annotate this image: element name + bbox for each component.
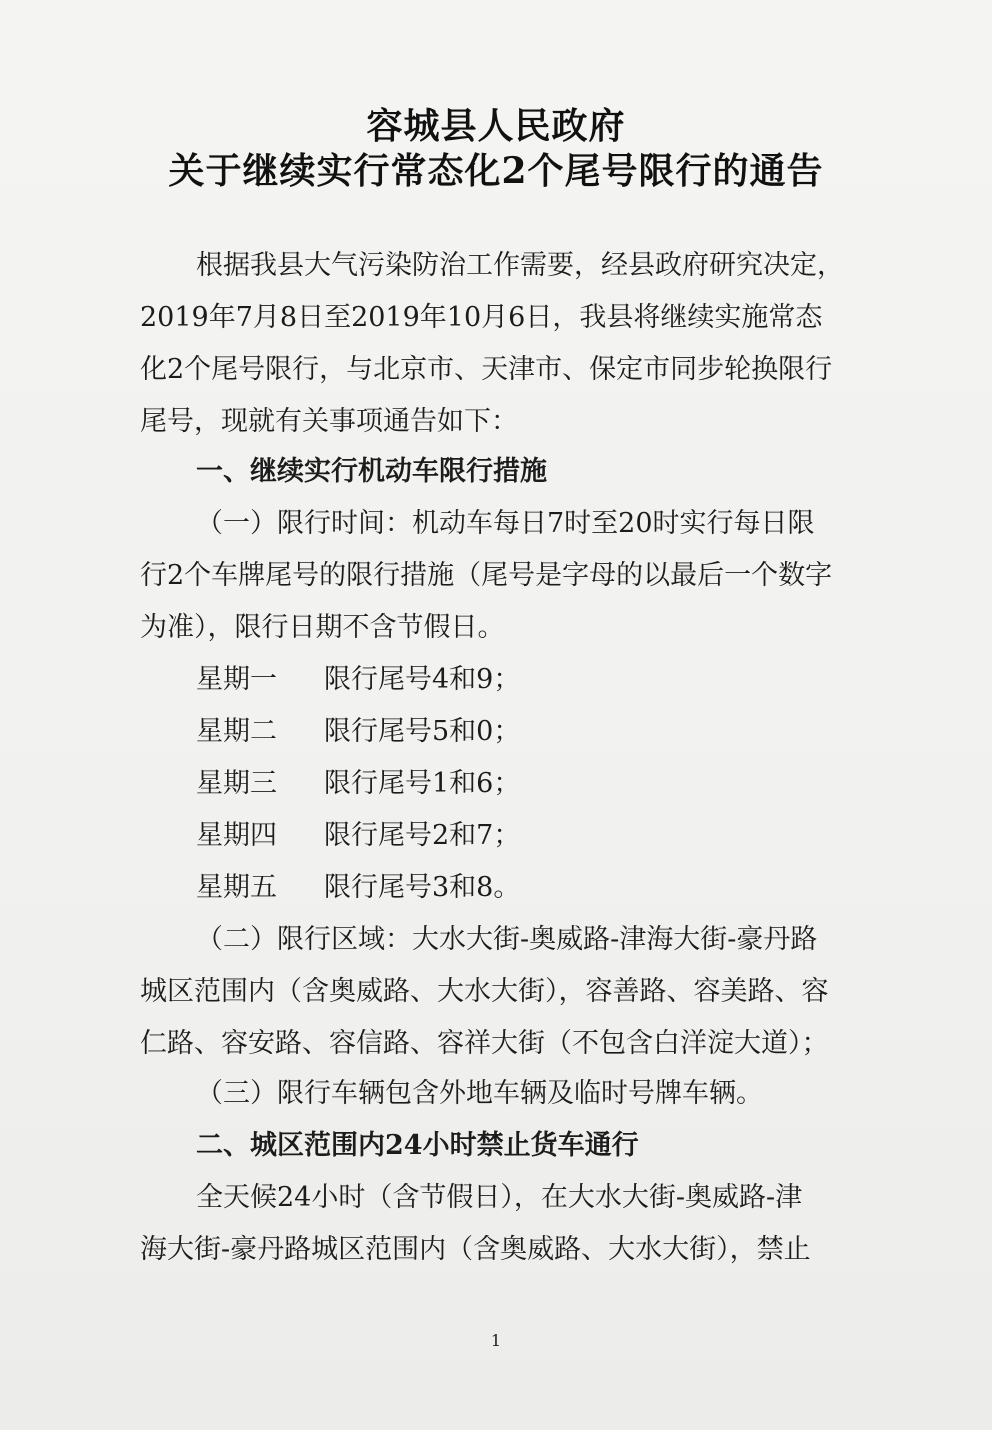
page-number: 1	[490, 1331, 502, 1350]
section2-heading: 二、城区范围内24小时禁止货车通行	[196, 1130, 639, 1161]
schedule-day: 星期三	[196, 768, 277, 799]
document-title-line2: 关于继续实行常态化2个尾号限行的通告	[168, 150, 824, 192]
schedule-rule: 限行尾号3和8。	[324, 872, 521, 903]
section2-line: 全天候24小时（含节假日），在大水大街-奥威路-津	[196, 1182, 803, 1213]
schedule-day: 星期五	[196, 872, 277, 903]
intro-line: 2019年7月8日至2019年10月6日，我县将继续实施常态	[140, 302, 823, 333]
schedule-rule: 限行尾号5和0；	[324, 716, 521, 747]
section1-heading: 一、继续实行机动车限行措施	[196, 456, 547, 487]
intro-line: 根据我县大气污染防治工作需要，经县政府研究决定，	[196, 250, 844, 281]
intro-line: 化2个尾号限行，与北京市、天津市、保定市同步轮换限行	[140, 354, 833, 385]
schedule-day: 星期一	[196, 664, 277, 695]
schedule-rule: 限行尾号4和9；	[324, 664, 521, 695]
item1-line: 为准），限行日期不含节假日。	[140, 612, 505, 643]
item2-line: （二）限行区域：大水大街-奥威路-津海大街-豪丹路	[196, 924, 818, 955]
item2-line: 城区范围内（含奥威路、大水大街），容善路、容美路、容	[140, 976, 829, 1007]
schedule-day: 星期二	[196, 716, 277, 747]
item3-line: （三）限行车辆包含外地车辆及临时号牌车辆。	[196, 1078, 763, 1109]
item1-line: 行2个车牌尾号的限行措施（尾号是字母的以最后一个数字	[140, 560, 833, 591]
schedule-day: 星期四	[196, 820, 277, 851]
schedule-rule: 限行尾号1和6；	[324, 768, 521, 799]
item2-line: 仁路、容安路、容信路、容祥大街（不包含白洋淀大道）；	[140, 1028, 829, 1059]
intro-line: 尾号，现就有关事项通告如下：	[140, 406, 518, 437]
section2-line: 海大街-豪丹路城区范围内（含奥威路、大水大街），禁止	[140, 1234, 811, 1265]
document-title-line1: 容城县人民政府	[366, 105, 626, 147]
schedule-rule: 限行尾号2和7；	[324, 820, 521, 851]
item1-line: （一）限行时间：机动车每日7时至20时实行每日限	[196, 508, 815, 539]
